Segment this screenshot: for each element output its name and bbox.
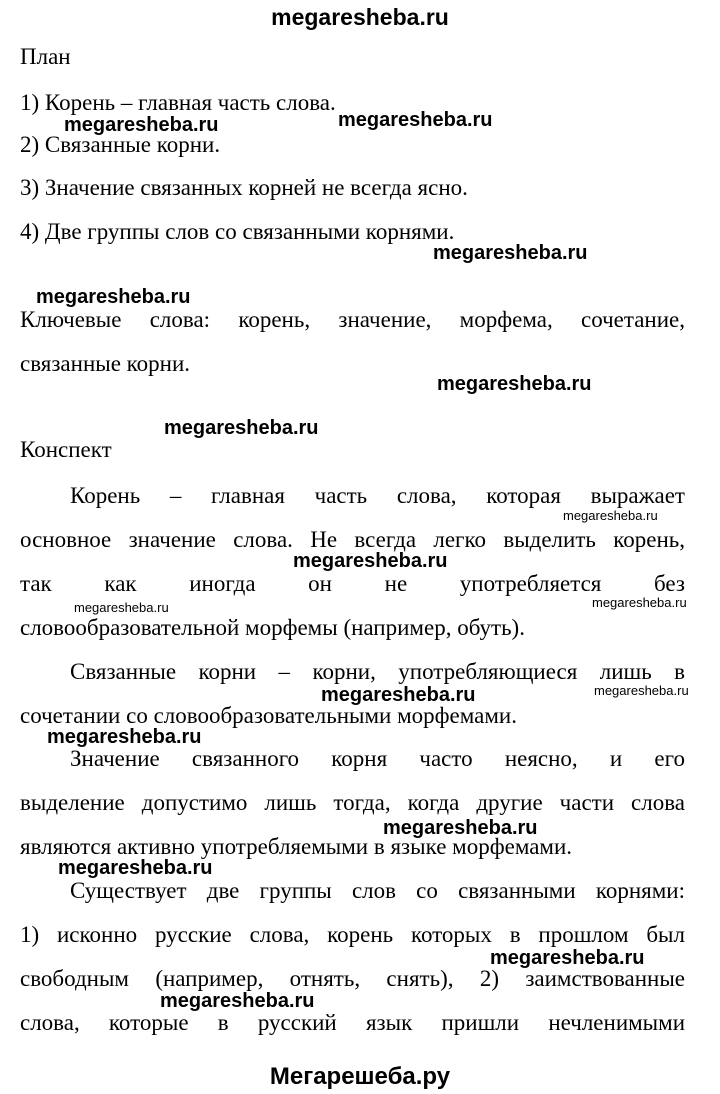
summary-line: Значение связанного корня часто неясно, и его xyxy=(70,746,685,771)
summary-line: основное значение слова. Не всегда легко выделить корень, xyxy=(20,527,685,552)
summary-line: Связанные корни – корни, употребляющиеся лишь в xyxy=(70,659,685,684)
plan-item-3: 3) Значение связанных корней не всегда ясно. xyxy=(20,175,468,200)
watermark: megaresheba.ru xyxy=(383,817,538,839)
watermark: megaresheba.ru xyxy=(490,947,645,969)
watermark: megaresheba.ru xyxy=(437,373,592,395)
watermark: megaresheba.ru xyxy=(563,508,658,523)
summary-line: Корень – главная часть слова, которая выражает xyxy=(70,483,685,508)
plan-title: План xyxy=(20,44,71,69)
watermark: megaresheba.ru xyxy=(592,595,687,610)
plan-item-4: 4) Две группы слов со связанными корнями. xyxy=(20,219,455,244)
watermark: megaresheba.ru xyxy=(47,726,202,748)
summary-line: 1) исконно русские слова, корень которых в прошлом был xyxy=(20,922,685,947)
summary-line: выделение допустимо лишь тогда, когда другие части слова xyxy=(20,790,685,815)
watermark: megaresheba.ru xyxy=(433,242,588,264)
summary-title: Конспект xyxy=(20,437,112,462)
watermark: megaresheba.ru xyxy=(321,684,476,706)
watermark: megaresheba.ru xyxy=(338,109,493,131)
watermark: megaresheba.ru xyxy=(164,417,319,439)
keywords-line-1: Ключевые слова: корень, значение, морфема, сочетание, xyxy=(20,307,685,332)
watermark: megaresheba.ru xyxy=(594,683,689,698)
summary-line: словообразовательной морфемы (например, обуть). xyxy=(20,615,525,640)
watermark: megaresheba.ru xyxy=(64,114,219,136)
page-header-site-name: megaresheba.ru xyxy=(271,4,449,30)
plan-item-2: 2) Связанные корни. xyxy=(20,132,221,157)
watermark: megaresheba.ru xyxy=(160,990,315,1012)
watermark: megaresheba.ru xyxy=(58,857,213,879)
summary-line: сочетании со словообразовательными морфемами. xyxy=(20,703,517,728)
watermark: megaresheba.ru xyxy=(74,600,169,615)
keywords-line-2: связанные корни. xyxy=(20,351,191,376)
summary-line: являются активно употребляемыми в языке морфемами. xyxy=(20,834,573,859)
page-footer-site-name: Мегарешеба.ру xyxy=(269,1063,451,1090)
plan-item-1: 1) Корень – главная часть слова. xyxy=(20,90,336,115)
summary-line: свободным (например, отнять, снять), 2) заимствованные xyxy=(20,966,685,991)
summary-line: так как иногда он не употребляется без xyxy=(20,571,685,596)
summary-line: слова, которые в русский язык пришли нечленимыми xyxy=(20,1010,685,1035)
watermark: megaresheba.ru xyxy=(293,550,448,572)
summary-line: Существует две группы слов со связанными корнями: xyxy=(70,878,685,903)
watermark: megaresheba.ru xyxy=(36,286,191,308)
